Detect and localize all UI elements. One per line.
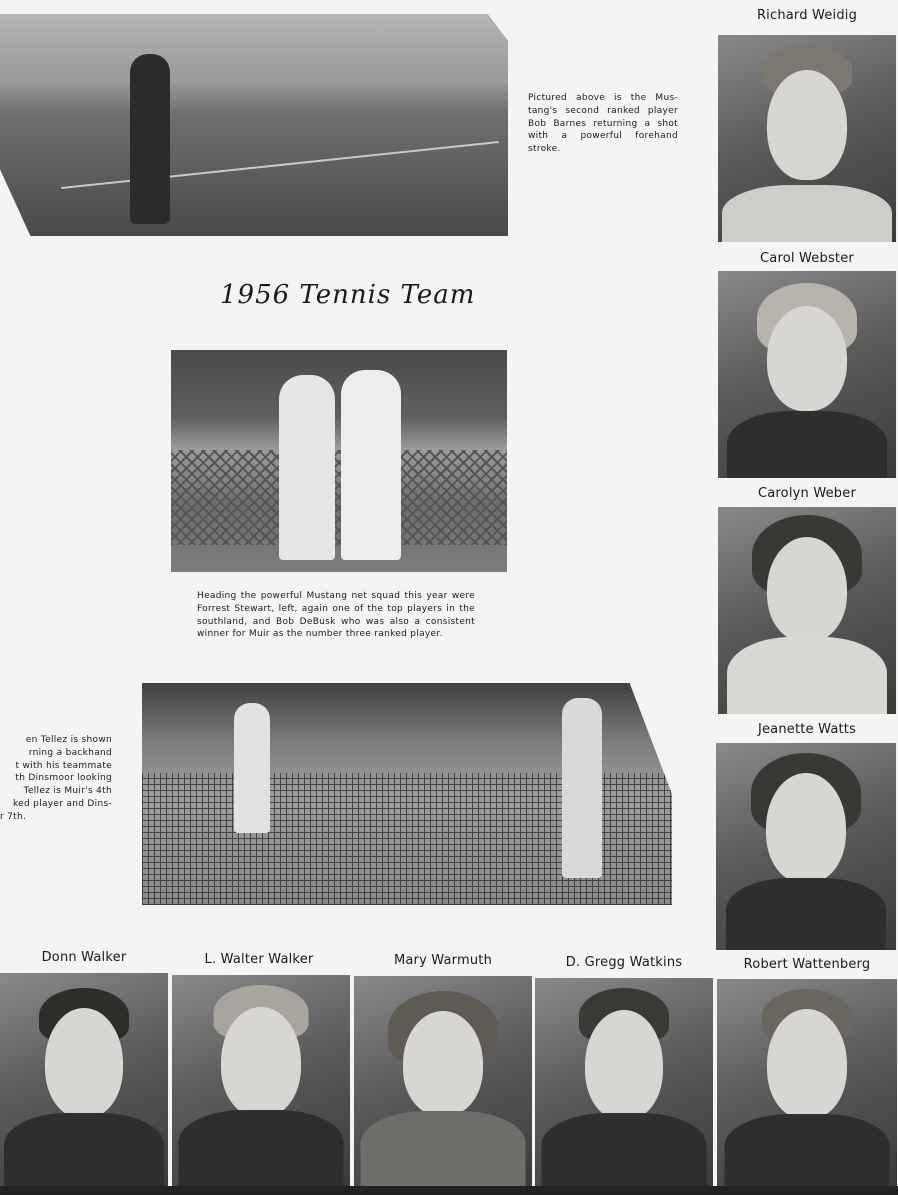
portrait-face — [585, 1010, 663, 1120]
portrait-name: D. Gregg Watkins — [565, 955, 683, 970]
portrait-photo — [717, 979, 897, 1186]
portrait-jacket — [179, 1110, 344, 1186]
portrait-face — [221, 1007, 301, 1117]
net-fence — [171, 450, 507, 545]
portrait-photo — [535, 978, 713, 1186]
portrait-sweater — [727, 637, 887, 714]
photo-backhand-return — [142, 683, 672, 905]
portrait-face — [45, 1008, 123, 1118]
portrait-face — [767, 537, 847, 642]
portrait-jacket — [4, 1113, 164, 1186]
portrait-face — [767, 306, 847, 411]
portrait-photo — [716, 743, 896, 950]
photo-forehand-stroke — [0, 14, 508, 236]
portrait-sweater — [727, 411, 887, 478]
portrait-sweater — [726, 878, 886, 950]
portrait-name: Mary Warmuth — [393, 953, 493, 968]
portrait-photo — [718, 271, 896, 478]
portrait-name: Donn Walker — [41, 950, 127, 965]
caption-top: Pictured above is the Mus-tang's second ranked player Bob Barnes returning a shot with a powerful forehand stroke. — [528, 93, 678, 155]
portrait-jacket — [722, 185, 892, 242]
portrait-jacket — [542, 1113, 707, 1186]
portrait-name: Carolyn Weber — [757, 486, 857, 501]
portrait-name: Carol Webster — [760, 251, 854, 266]
caption-left-line: en Tellez is shown — [25, 735, 112, 745]
caption-middle: Heading the powerful Mustang net squad this year were Forrest Stewart, left, again one of the top players in the southland, and Bob DeBusk who was also a consistent winner for Muir as the number three ranked player. — [197, 591, 475, 640]
photo-team-leaders — [171, 350, 507, 572]
caption-left-line: t with his teammate — [15, 760, 112, 771]
portrait-photo — [0, 973, 168, 1186]
portrait-photo — [354, 976, 532, 1186]
caption-left-line: r 7th. — [0, 811, 27, 822]
caption-left — [0, 734, 112, 824]
portrait-face — [403, 1011, 483, 1116]
caption-left-line: ked player and Dins- — [12, 798, 112, 809]
portrait-name: Richard Weidig — [756, 8, 858, 23]
portrait-photo — [172, 975, 350, 1186]
portrait-photo — [718, 507, 896, 714]
caption-left-line: Tellez is Muir's 4th — [23, 786, 112, 797]
portrait-face — [767, 70, 847, 180]
player-right — [341, 370, 401, 560]
portrait-name: Jeanette Watts — [757, 722, 857, 737]
player-dinsmoor — [562, 698, 602, 878]
portrait-face — [766, 773, 846, 883]
page-title: 1956 Tennis Team — [220, 280, 476, 310]
portrait-face — [767, 1009, 847, 1119]
player-figure — [130, 54, 170, 224]
player-left — [279, 375, 335, 560]
caption-left-line: th Dinsmoor looking — [15, 773, 112, 784]
portrait-jacket — [725, 1114, 890, 1186]
player-tellez — [234, 703, 270, 833]
caption-left-line: rning a backhand — [28, 747, 112, 758]
portrait-name: L. Walter Walker — [204, 952, 314, 967]
court-line — [61, 141, 499, 189]
portrait-sweater — [361, 1111, 526, 1186]
portrait-name: Robert Wattenberg — [743, 957, 871, 972]
portrait-photo — [718, 35, 896, 242]
page-bottom-edge — [0, 1186, 898, 1195]
